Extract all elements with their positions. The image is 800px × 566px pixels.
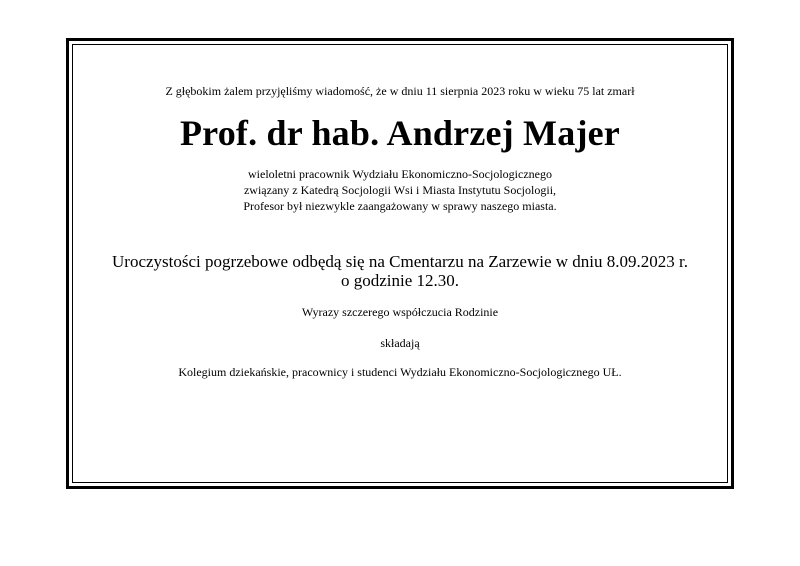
funeral-info-line: Uroczystości pogrzebowe odbędą się na Cmentarzu na Zarzewie w dniu 8.09.2023 r.: [112, 252, 688, 271]
funeral-info-line: o godzinie 12.30.: [340, 271, 460, 290]
description-line: związany z Katedrą Socjologii Wsi i Miasta Instytutu Socjologii,: [243, 183, 557, 197]
signers-text: Kolegium dziekańskie, pracownicy i studenci Wydziału Ekonomiczno-Socjologicznego UŁ.: [178, 365, 622, 379]
offered-by-text: składają: [380, 336, 420, 350]
description-line: wieloletni pracownik Wydziału Ekonomiczno-Socjologicznego: [248, 167, 552, 181]
condolences-text: Wyrazy szczerego współczucia Rodzinie: [301, 305, 499, 319]
description-line: Profesor był niezwykle zaangażowany w sprawy naszego miasta.: [243, 199, 557, 213]
deceased-name: Prof. dr hab. Andrzej Majer: [179, 113, 620, 153]
intro-text: Z głębokim żalem przyjęliśmy wiadomość, że w dniu 11 sierpnia 2023 roku w wieku 75 lat zmarł: [165, 84, 635, 98]
